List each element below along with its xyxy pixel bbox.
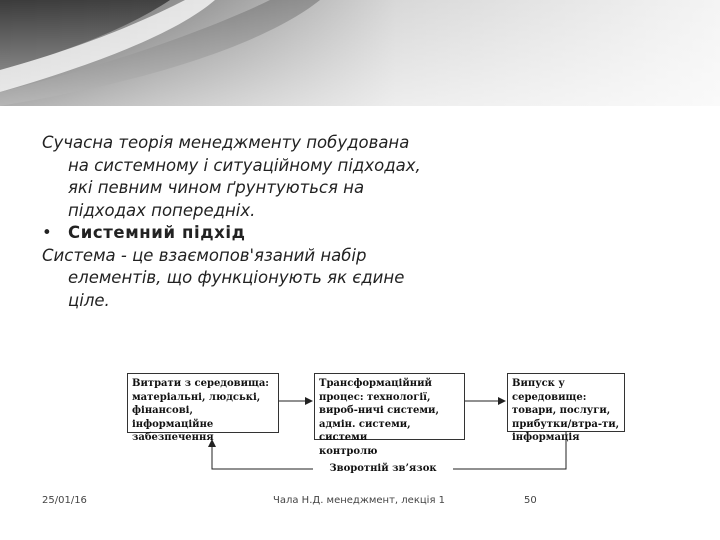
- feedback-label: Зворотній зв’язок: [313, 458, 453, 480]
- output-box-line: прибутки/втра-ти,: [512, 418, 620, 430]
- process-box-line: контролю: [319, 445, 378, 457]
- bullet-label: Системний підхід: [68, 223, 246, 242]
- process-box-line: адмін. системи, системи: [319, 418, 411, 443]
- footer-page-number: 50: [524, 495, 537, 506]
- input-box-line: забезпечення: [132, 432, 214, 443]
- output-box-line: інформація: [512, 432, 580, 443]
- output-box: [507, 373, 625, 443]
- process-box-line: вироб-ничі системи,: [319, 405, 439, 416]
- footer-author: Чала Н.Д. менеджмент, лекція 1: [273, 495, 446, 506]
- output-box-line: середовище:: [512, 391, 587, 403]
- process-box-line: процес: технології,: [319, 391, 431, 403]
- bullet-marker: •: [42, 223, 53, 242]
- footer-date: 25/01/16: [42, 495, 87, 506]
- paragraph-system-definition: Система - це взаємопов'язаний набір елементів, що функціонують як єдине ціле.: [42, 245, 405, 310]
- input-box-line: фінансові, інформаційне: [132, 405, 214, 430]
- input-box-line: Витрати з середовища:: [132, 378, 269, 389]
- process-box: [314, 373, 465, 457]
- input-box-line: матеріальні, людські,: [132, 391, 261, 403]
- output-box-line: Випуск у: [512, 378, 565, 389]
- input-box: [127, 373, 279, 443]
- paragraph-modern-theory: Сучасна теорія менеджменту побудована на системному і ситуаційному підходах, які певним чином ґрунтуються на підходах попередніх.: [42, 133, 421, 220]
- process-box-line: Трансформаційний: [319, 378, 432, 389]
- output-box-line: товари, послуги,: [512, 405, 611, 416]
